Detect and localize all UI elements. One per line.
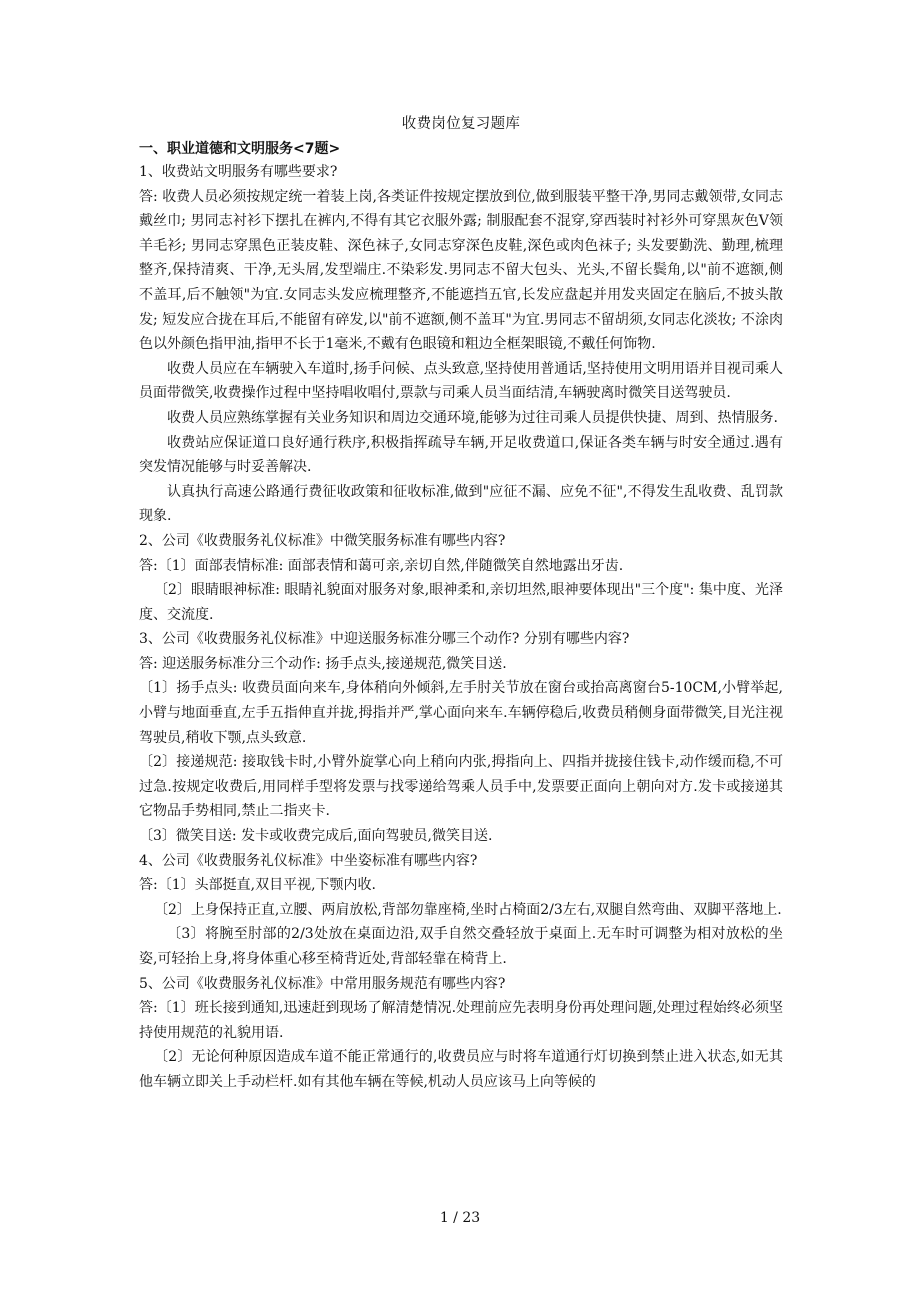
question-2: 2、公司《收费服务礼仪标准》中微笑服务标准有哪些内容? [139, 532, 506, 549]
answer-1-paragraph-1: 答: 收费人员必须按规定统一着装上岗,各类证件按规定摆放到位,做到服装平整干净,男同志戴领带,女同志戴丝巾; 男同志衬衫下摆扎在裤内,不得有其它衣服外露; 制服配套不混穿,穿西装时衬衫外可穿黑灰色V领羊毛衫; 男同志穿黑色正装皮鞋、深色袜子,女同志穿深色皮鞋,深色或肉色袜子; 头发要勤洗、勤理,梳理整齐,保持清爽、干净,无头屑,发型端庄.不染彩发.男同志不留大包头、光头,不留长鬓角,以"前不遮额,侧不盖耳,后不触领"为宜.女同志头发应梳理整齐,不能遮挡五官,长发应盘起并用发夹固定在脑后,不披头散发; 短发应合拢在耳后,不能留有碎发,以"前不遮额,侧不盖耳"为宜.男同志不留胡须,女同志化淡妆; 不涂肉色以外颜色指甲油,指甲不长于1毫米,不戴有色眼镜和粗边全框架眼镜,不戴任何饰物. [139, 188, 783, 353]
answer-4-paragraph-3: 〔3〕将腕至肘部的2/3处放在桌面边沿,双手自然交叠轻放于桌面上.无车时可调整为相对放松的坐姿,可轻抬上身,将身体重心移至椅背近处,背部轻靠在椅背上. [139, 926, 783, 967]
answer-3-paragraph-1: 答: 迎送服务标准分三个动作: 扬手点头,接递规范,微笑目送. [139, 655, 507, 672]
answer-2-paragraph-1: 答:〔1〕面部表情标准: 面部表情和蔼可亲,亲切自然,伴随微笑自然地露出牙齿. [139, 557, 624, 574]
section-heading: 一、职业道德和文明服务<7题> [139, 141, 341, 157]
answer-1-paragraph-3: 收费人员应熟练掌握有关业务知识和周边交通环境,能够为过往司乘人员提供快捷、周到、热情服务. [167, 409, 778, 426]
answer-1-paragraph-5: 认真执行高速公路通行费征收政策和征收标准,做到"应征不漏、应免不征",不得发生乱收费、乱罚款现象. [139, 483, 783, 525]
answer-2-paragraph-2: 〔2〕眼睛眼神标准: 眼睛礼貌面对服务对象,眼神柔和,亲切坦然,眼神要体现出"三个度": 集中度、光泽度、交流度. [139, 582, 783, 623]
answer-5-paragraph-1: 答:〔1〕班长接到通知,迅速赶到现场了解清楚情况.处理前应先表明身份再处理问题,处理过程始终必须坚持使用规范的礼貌用语. [139, 1000, 783, 1041]
answer-3-paragraph-4: 〔3〕微笑目送: 发卡或收费完成后,面向驾驶员,微笑目送. [139, 828, 493, 845]
question-1: 1、收费站文明服务有哪些要求? [139, 164, 338, 180]
answer-3-paragraph-2: 〔1〕扬手点头: 收费员面向来车,身体稍向外倾斜,左手肘关节放在窗台或抬高离窗台5-10CM,小臂举起,小臂与地面垂直,左手五指伸直并拢,拇指并严,掌心面向来车.车辆停稳后,收费员稍侧身面带微笑,目光注视驾驶员,稍收下颚,点头致意. [139, 680, 783, 746]
answer-3-paragraph-3: 〔2〕接递规范: 接取钱卡时,小臂外旋掌心向上稍向内张,拇指向上、四指并拢接住钱卡,动作缓而稳,不可过急.按规定收费后,用同样手型将发票与找零递给驾乘人员手中,发票要正面向上朝向对方.发卡或接递其它物品手势相同,禁止二指夹卡. [139, 754, 783, 820]
document-body [139, 111, 783, 1095]
answer-5-paragraph-2: 〔2〕无论何种原因造成车道不能正常通行的,收费员应与时将车道通行灯切换到禁止进入状态,如无其他车辆立即关上手动栏杆.如有其他车辆在等候,机动人员应该马上向等候的 [139, 1049, 783, 1090]
document-title: 收费岗位复习题库 [401, 116, 521, 132]
answer-1-paragraph-2: 收费人员应在车辆驶入车道时,扬手问候、点头致意,坚持使用普通话,坚持使用文明用语并目视司乘人员面带微笑,收费操作过程中坚持唱收唱付,票款与司乘人员当面结清,车辆驶离时微笑目送驾驶员. [139, 360, 783, 402]
question-3: 3、公司《收费服务礼仪标准》中迎送服务标准分哪三个动作? 分别有哪些内容? [139, 631, 630, 648]
answer-4-paragraph-2: 〔2〕上身保持正直,立腰、两肩放松,背部勿靠座椅,坐时占椅面2/3左右,双腿自然弯曲、双脚平落地上. [154, 901, 782, 918]
question-5: 5、公司《收费服务礼仪标准》中常用服务规范有哪些内容? [139, 975, 506, 992]
page-number: 1 / 23 [439, 1210, 481, 1226]
answer-1-paragraph-4: 收费站应保证道口良好通行秩序,积极指挥疏导车辆,开足收费道口,保证各类车辆与时安全通过.遇有突发情况能够与时妥善解决. [139, 434, 783, 476]
question-4: 4、公司《收费服务礼仪标准》中坐姿标准有哪些内容? [139, 852, 478, 869]
answer-4-paragraph-1: 答:〔1〕头部挺直,双目平视,下颚内收. [139, 877, 376, 894]
